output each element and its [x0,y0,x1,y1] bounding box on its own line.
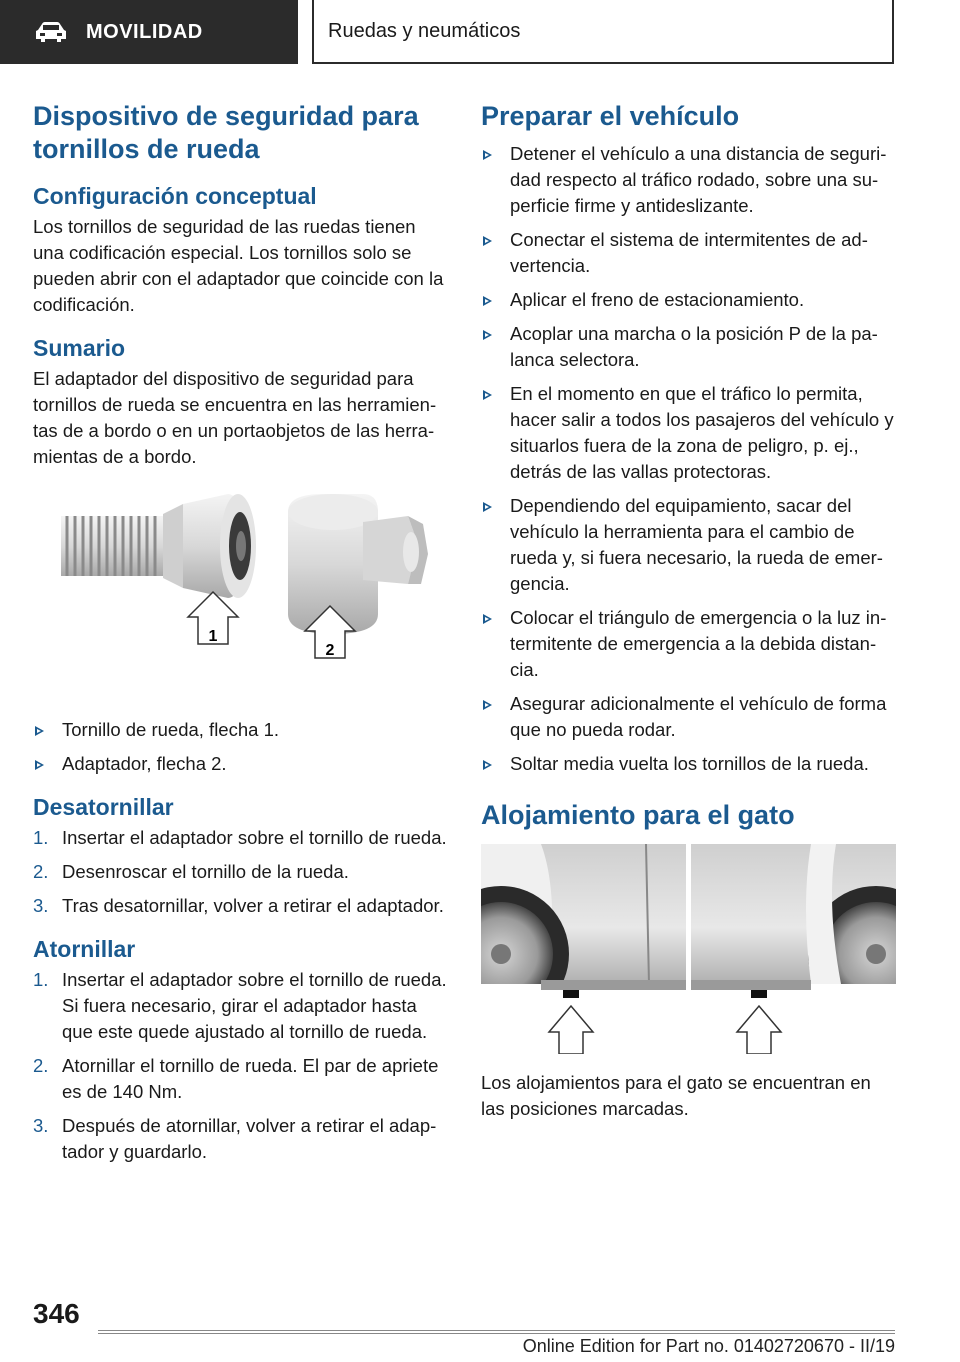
figure-legend [33,717,448,777]
list-item: Acoplar una marcha o la posición P de la palanca selectora. [481,321,896,373]
label-1: 1 [208,628,218,645]
list-item: Tornillo de rueda, flecha 1. [33,717,448,743]
list-item: 1. Insertar el adaptador sobre el tornillo de rueda. Si fuera necesario, girar el adaptador hasta que este quede ajustado al tornillo de rueda. [33,969,447,1042]
bolt-thread [61,494,256,598]
footer-rule [98,1330,895,1331]
list-item: Aplicar el freno de estacionamiento. [481,287,896,313]
list-item: Adaptador, flecha 2. [33,751,448,777]
jack-points-illustration [481,844,896,1054]
header-section [0,0,298,64]
list-item: Colocar el triángulo de emergencia o la luz intermitente de emergencia a la debida distancia. [481,605,896,683]
heading-desatornillar: Desatornillar [33,794,174,820]
header-subsection [312,0,894,64]
adapter [288,494,428,634]
list-item: 1. Insertar el adaptador sobre el tornillo de rueda. [33,827,447,848]
list-item: En el momento en que el tráfico lo permita, hacer salir a todos los pasajeros del vehículo y situarlos fuera de la zona de peligro, p. ej., detrás de las vallas protectoras. [481,381,896,485]
list-item: 2. Desenroscar el tornillo de la rueda. [33,861,349,882]
list-item: Conectar el sistema de intermitentes de advertencia. [481,227,896,279]
list-item: Detener el vehículo a una distancia de seguridad respecto al tráfico rodado, sobre una superficie firme y antideslizante. [481,141,896,219]
steps-preparar [481,141,896,777]
car-icon [34,21,68,43]
label-2: 2 [325,642,335,659]
heading-configuracion: Configuración conceptual [33,183,317,209]
heading-sumario: Sumario [33,335,126,361]
left-column [33,100,448,1173]
heading-preparar: Preparar el vehículo [481,101,740,131]
footer-rule [98,1333,895,1334]
text-sumario: El adaptador del dispositivo de seguridad para tornillos de rueda se encuentra en las herramientas de a bordo o en un portaobjetos de las herramientas de a bordo. [33,368,437,467]
page-number: 346 [33,1298,80,1329]
text-alojamiento: Los alojamientos para el gato se encuentran en las posiciones marcadas. [481,1072,871,1119]
page-title: Dispositivo de seguridad para tornillos de rueda [33,101,419,164]
list-item: 2. Atornillar el tornillo de rueda. El par de apriete es de 140 Nm. [33,1055,439,1102]
list-item: 3. Tras desatornillar, volver a retirar el adaptador. [33,895,444,916]
right-column [481,100,896,1122]
list-item: Dependiendo del equipamiento, sacar del vehículo la herramienta para el cambio de rueda y, si fuera necesario, la rueda de emergencia. [481,493,896,597]
section-label: MOVILIDAD [86,20,203,43]
list-item: Asegurar adicionalmente el vehículo de forma que no pueda rodar. [481,691,896,743]
subsection-label: Ruedas y neumáticos [328,19,521,42]
steps-atornillar [33,967,448,1165]
car-side-right [691,844,896,1054]
list-item: Soltar media vuelta los tornillos de la rueda. [481,751,896,777]
text-configuracion: Los tornillos de seguridad de las ruedas tienen una codificación especial. Los tornillos solo se pueden abrir con el adaptador que coincide con la codificación. [33,216,444,315]
bolt-adapter-illustration [33,484,448,699]
steps-desatornillar [33,825,448,919]
heading-atornillar: Atornillar [33,936,136,962]
list-item: 3. Después de atornillar, volver a retirar el adaptador y guardarlo. [33,1115,437,1162]
edition-note: Online Edition for Part no. 01402720670 - II/19 [522,1336,895,1356]
heading-alojamiento: Alojamiento para el gato [481,800,795,830]
